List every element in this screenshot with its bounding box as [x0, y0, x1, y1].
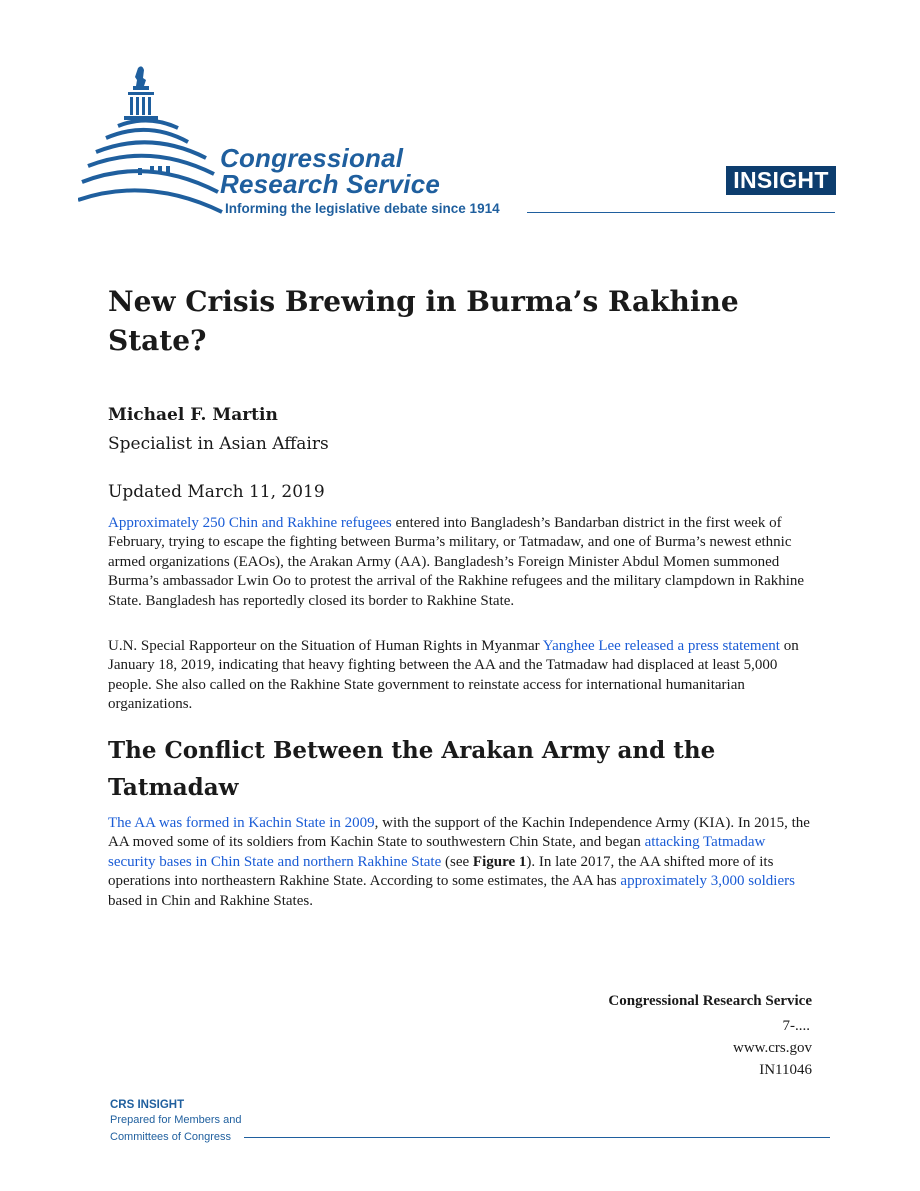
org-name-line1: Congressional: [220, 143, 404, 173]
paragraph-text: entered into Bangladesh’s Bandarban district in the first week of February, trying to escape the fighting between Burma’s military, or Tatmadaw, and one of Burma’s newest ethnic armed organizations (EAOs), the Arakan Army (AA). Bangladesh’s Foreign Minister Abdul Momen summoned Burma’s ambassador Lwin Oo to protest the arrival of the Rakhine refugees and the military clampdown in Rakhine State. Bangladesh has reportedly closed its border to Rakhine State.: [108, 515, 805, 609]
crs-dome-logo: [78, 62, 228, 222]
updated-date: Updated March 11, 2019: [108, 482, 325, 502]
paragraph-text: U.N. Special Rapporteur on the Situation of Human Rights in Myanmar: [108, 638, 543, 654]
link-aa-formed[interactable]: The AA was formed in Kachin State in 2009: [108, 815, 375, 831]
paragraph-text: ). In late 2017, the AA shifted more of its operations into northeastern Rakhine State. According to some estimates, the AA has: [108, 853, 774, 890]
org-name-line2: Research Service: [220, 169, 441, 199]
footer-prepared-line1: Prepared for Members and: [110, 1114, 242, 1126]
paragraph-conflict: [108, 814, 810, 911]
figure-reference: Figure 1: [472, 853, 527, 870]
org-tagline: Informing the legislative debate since 1914: [225, 201, 500, 216]
link-soldiers[interactable]: approximately 3,000 soldiers: [620, 873, 795, 890]
paragraph-text: , with the support of the Kachin Independence Army (KIA). In 2015, the AA moved some of its soldiers from Kachin State to southwestern Chin State, and began: [108, 815, 810, 851]
footer-report-id: IN11046: [759, 1062, 812, 1078]
footer-divider: [244, 1137, 830, 1138]
footer-prepared-line2: Committees of Congress: [110, 1131, 232, 1143]
link-refugees[interactable]: Approximately 250 Chin and Rakhine refugees: [108, 515, 392, 531]
paragraph-text: (see: [441, 853, 473, 870]
tagline-divider: [527, 212, 835, 213]
author-title: Specialist in Asian Affairs: [108, 434, 329, 454]
footer-crs-insight-label: CRS INSIGHT: [110, 1099, 185, 1111]
footer-number: 7-....: [782, 1018, 810, 1034]
section-heading: The Conflict Between the Arakan Army and the Tatmadaw: [108, 737, 716, 801]
paragraph-text: on January 18, 2019, indicating that heavy fighting between the AA and the Tatmadaw had displaced at least 5,000 people. She also called on the Rakhine State government to reinstate access for international humanitarian organizations.: [108, 638, 799, 713]
paragraph-text: based in Chin and Rakhine States.: [108, 892, 313, 909]
footer-website[interactable]: www.crs.gov: [732, 1040, 812, 1056]
paragraph-refugees: [108, 514, 810, 611]
page-title: New Crisis Brewing in Burma’s Rakhine State?: [108, 285, 739, 357]
paragraph-un-rapporteur: [108, 637, 810, 715]
link-press-statement[interactable]: Yanghee Lee released a press statement: [542, 638, 780, 654]
author-name: Michael F. Martin: [108, 405, 278, 425]
footer-org: Congressional Research Service: [608, 993, 812, 1009]
link-attacking-bases[interactable]: attacking Tatmadaw security bases in Chin State and northern Rakhine State: [108, 834, 766, 870]
insight-badge: INSIGHT: [726, 166, 836, 195]
